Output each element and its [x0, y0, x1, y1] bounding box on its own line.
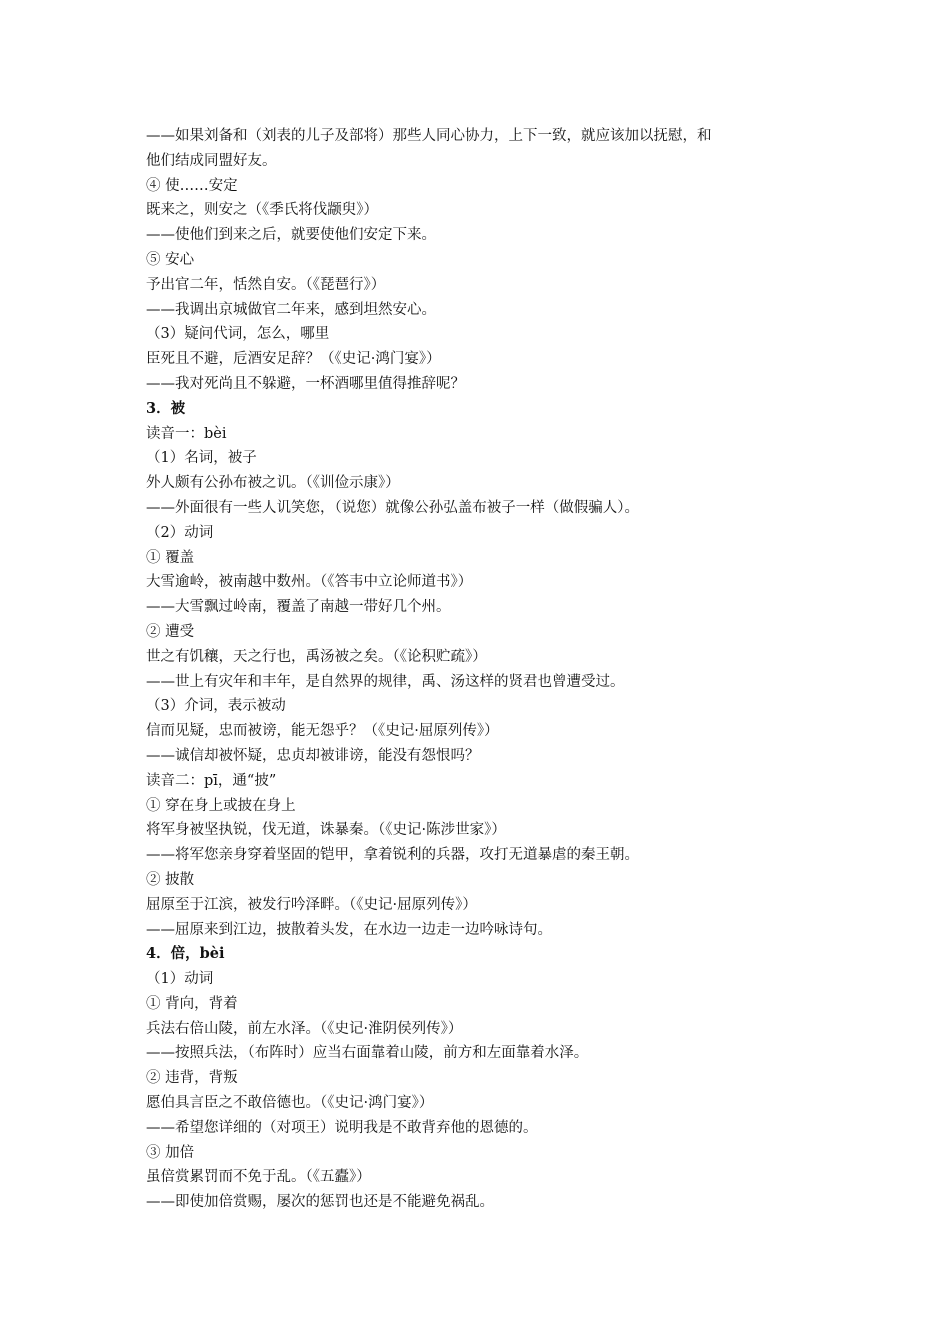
- example-line: 予出官二年，恬然自安。（《琵琶行》）: [146, 276, 386, 293]
- sense-line: ⑤ 安心: [146, 251, 195, 268]
- reading-line: 读音二：pī，通“披”: [146, 772, 277, 789]
- sense-line: ② 违背，背叛: [146, 1070, 238, 1087]
- translation-line: ——使他们到来之后，就要使他们安定下来。: [146, 227, 436, 244]
- example-line: 兵法右倍山陵，前左水泽。（《史记·淮阴侯列传》）: [146, 1020, 463, 1037]
- heading-line: 3．被: [146, 399, 186, 417]
- example-line: 大雪逾岭，被南越中数州。（《答韦中立论师道书》）: [146, 574, 473, 591]
- translation-line: ——如果刘备和（刘表的儿子及部将）那些人同心协力，上下一致，就应该加以抚慰，和: [146, 128, 712, 144]
- sense-line: ① 背向，背着: [146, 995, 238, 1012]
- heading-line: 4．倍，bèi: [146, 945, 225, 963]
- translation-line: ——即使加倍赏赐，屡次的惩罚也还是不能避免祸乱。: [146, 1194, 494, 1211]
- category-line: （3）介词，表示被动: [146, 698, 286, 715]
- example-line: 屈原至于江滨，被发行吟泽畔。（《史记·屈原列传》）: [146, 896, 477, 913]
- translation-line: ——诚信却被怀疑，忠贞却被诽谤，能没有怨恨吗？: [146, 747, 480, 764]
- category-line: （1）名词，被子: [146, 450, 257, 467]
- category-line: （2）动词: [146, 524, 214, 541]
- example-line: 愿伯具言臣之不敢倍德也。（《史记·鸿门宴》）: [146, 1095, 434, 1112]
- example-line: 信而见疑，忠而被谤，能无怨乎？（《史记·屈原列传》）: [146, 723, 499, 740]
- example-line: 臣死且不避，卮酒安足辞？（《史记·鸿门宴》）: [146, 351, 441, 368]
- translation-line: 他们结成同盟好友。: [146, 152, 277, 169]
- translation-line: ——屈原来到江边，披散着头发，在水边一边走一边吟咏诗句。: [146, 921, 552, 938]
- translation-line: ——大雪飘过岭南，覆盖了南越一带好几个州。: [146, 599, 451, 616]
- translation-line: ——希望您详细的（对项王）说明我是不敢背弃他的恩德的。: [146, 1119, 538, 1136]
- reading-line: 读音一：bèi: [146, 425, 227, 442]
- sense-line: ② 遭受: [146, 623, 195, 640]
- translation-line: ——世上有灾年和丰年，是自然界的规律，禹、汤这样的贤君也曾遭受过。: [146, 673, 625, 690]
- sense-line: ④ 使……安定: [146, 177, 238, 194]
- example-line: 世之有饥穰，天之行也，禹汤被之矣。（《论积贮疏》）: [146, 648, 487, 665]
- sense-line: ② 披散: [146, 871, 195, 888]
- sense-line: ③ 加倍: [146, 1144, 195, 1161]
- example-line: 将军身被坚执锐，伐无道，诛暴秦。（《史记·陈涉世家》）: [146, 822, 506, 839]
- category-line: （1）动词: [146, 971, 214, 988]
- document-body: [146, 124, 826, 1215]
- translation-line: ——按照兵法，（布阵时）应当右面靠着山陵，前方和左面靠着水泽。: [146, 1045, 589, 1062]
- sense-line: ① 穿在身上或披在身上: [146, 797, 296, 814]
- translation-line: ——我调出京城做官二年来，感到坦然安心。: [146, 301, 436, 318]
- translation-line: ——我对死尚且不躲避，一杯酒哪里值得推辞呢？: [146, 375, 465, 392]
- translation-line: ——将军您亲身穿着坚固的铠甲，拿着锐利的兵器，攻打无道暴虐的秦王朝。: [146, 847, 639, 864]
- category-line: （3）疑问代词，怎么，哪里: [146, 326, 330, 343]
- sense-line: ① 覆盖: [146, 549, 195, 566]
- example-line: 既来之，则安之（《季氏将伐颛臾》）: [146, 202, 378, 219]
- example-line: 虽倍赏累罚而不免于乱。（《五蠹》）: [146, 1169, 371, 1186]
- translation-line: ——外面很有一些人讥笑您，（说您）就像公孙弘盖布被子一样（做假骗人）。: [146, 499, 639, 516]
- example-line: 外人颇有公孙布被之讥。（《训俭示康》）: [146, 475, 400, 492]
